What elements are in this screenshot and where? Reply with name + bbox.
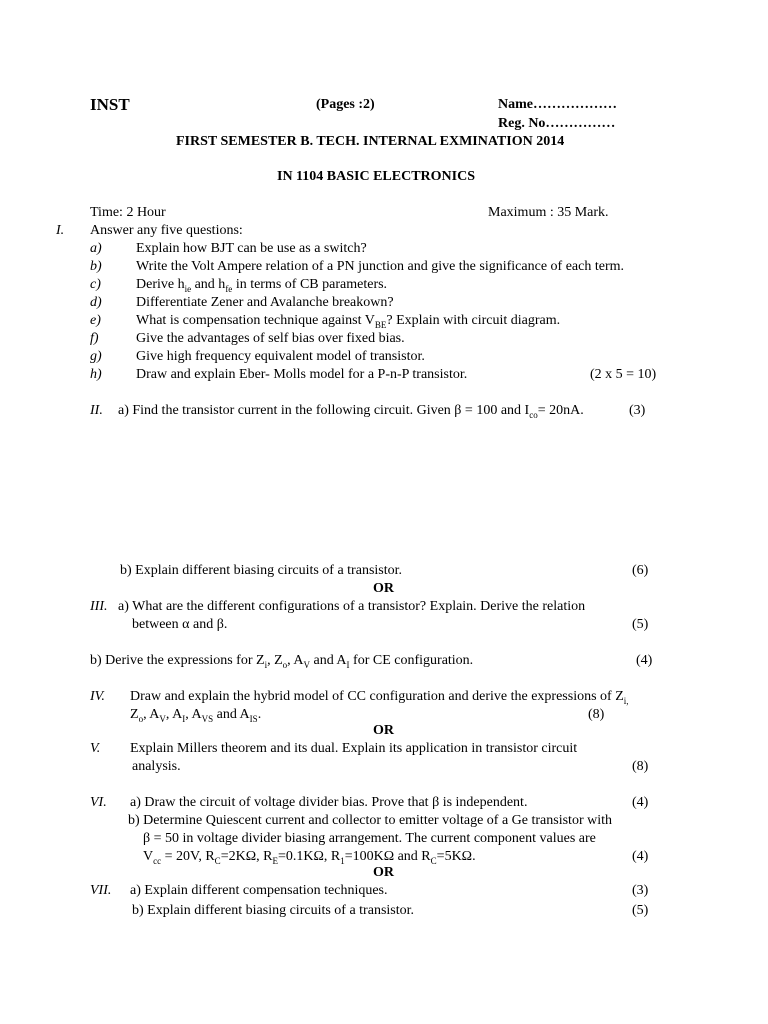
item-label: a) bbox=[90, 241, 102, 256]
marks: (8) bbox=[588, 707, 605, 722]
question-text: a) Find the transistor current in the following circuit. Given β = 100 and $I_{co}= 20nA$. bbox=[118, 403, 584, 420]
item-text: Write the Volt Ampere relation of a PN junction and give the significance of each term. bbox=[136, 259, 624, 274]
question-text: b) Derive the expressions for $Z_i$, $Z_o$, $A_V$ and $A_I$ for CE configuration. bbox=[90, 653, 474, 670]
item-label: b) bbox=[90, 259, 102, 274]
item-text: Derive $h_{ie}$ and $h_{fe}$ in terms of CB parameters. bbox=[136, 277, 388, 294]
marks: (4) bbox=[632, 795, 649, 810]
pages-count: (Pages :2) bbox=[316, 97, 375, 112]
exam-title: FIRST SEMESTER B. TECH. INTERNAL EXMINATION 2014 bbox=[176, 134, 565, 149]
question-text: analysis. bbox=[132, 759, 181, 774]
or-separator: OR bbox=[373, 723, 394, 738]
reg-no-field: Reg. No…………… bbox=[498, 116, 616, 131]
question-number: VI. bbox=[90, 795, 107, 810]
question-number: VII. bbox=[90, 883, 112, 898]
name-field: Name……………… bbox=[498, 97, 617, 112]
item-text: Differentiate Zener and Avalanche breakown? bbox=[136, 295, 394, 310]
item-text: Draw and explain Eber- Molls model for a P-n-P transistor. bbox=[136, 367, 468, 382]
marks: (5) bbox=[632, 617, 649, 632]
item-text: Give the advantages of self bias over fixed bias. bbox=[136, 331, 405, 346]
question-text: a) Draw the circuit of voltage divider bias. Prove that β is independent. bbox=[130, 795, 528, 810]
question-number: I. bbox=[56, 223, 65, 238]
question-text: b) Explain different biasing circuits of a transistor. bbox=[120, 563, 403, 578]
question-text: Draw and explain the hybrid model of CC configuration and derive the expressions of $Z_{i,}$ bbox=[130, 689, 629, 706]
question-text: between α and β. bbox=[132, 617, 228, 632]
question-instruction: Answer any five questions: bbox=[90, 223, 243, 238]
item-label: e) bbox=[90, 313, 101, 328]
question-number: II. bbox=[90, 403, 103, 418]
item-label: h) bbox=[90, 367, 102, 382]
or-separator: OR bbox=[373, 865, 394, 880]
question-text: b) Explain different biasing circuits of a transistor. bbox=[132, 903, 415, 918]
item-label: g) bbox=[90, 349, 102, 364]
item-label: f) bbox=[90, 331, 99, 346]
item-text: What is compensation technique against $V_{BE}$? Explain with circuit diagram. bbox=[136, 313, 561, 330]
marks: (8) bbox=[632, 759, 649, 774]
time-label: Time: 2 Hour bbox=[90, 205, 166, 220]
question-text: Explain Millers theorem and its dual. Explain its application in transistor circuit bbox=[130, 741, 578, 756]
question-text: β = 50 in voltage divider biasing arrangement. The current component values are bbox=[143, 831, 596, 846]
subject-title: IN 1104 BASIC ELECTRONICS bbox=[277, 169, 475, 184]
marks: (6) bbox=[632, 563, 649, 578]
or-separator: OR bbox=[373, 581, 394, 596]
item-text: Explain how BJT can be use as a switch? bbox=[136, 241, 367, 256]
marks: (4) bbox=[636, 653, 653, 668]
question-text: b) Determine Quiescent current and collector to emitter voltage of a Ge transistor with bbox=[128, 813, 612, 828]
maximum-marks: Maximum : 35 Mark. bbox=[488, 205, 609, 220]
question-number: V. bbox=[90, 741, 101, 756]
question-number: IV. bbox=[90, 689, 105, 704]
question-text: a) What are the different configurations of a transistor? Explain. Derive the relation bbox=[118, 599, 586, 614]
marks: (5) bbox=[632, 903, 649, 918]
item-label: c) bbox=[90, 277, 101, 292]
question-text: $V_{cc} = 20V$, $R_C=2K\Omega$, $R_E=0.1K\Omega$, $R_1=100K\Omega$ and $R_C=5K\Omega$. bbox=[143, 849, 476, 866]
question-text: a) Explain different compensation techniques. bbox=[130, 883, 388, 898]
item-text: Give high frequency equivalent model of transistor. bbox=[136, 349, 425, 364]
item-label: d) bbox=[90, 295, 102, 310]
marks: (3) bbox=[629, 403, 646, 418]
marks: (2 x 5 = 10) bbox=[590, 367, 657, 382]
marks: (3) bbox=[632, 883, 649, 898]
marks: (4) bbox=[632, 849, 649, 864]
institution-label: INST bbox=[90, 95, 130, 114]
question-text: $Z_o$, $A_V$, $A_I$, $A_{VS}$ and $A_{IS}$. bbox=[130, 707, 262, 724]
question-number: III. bbox=[90, 599, 108, 614]
